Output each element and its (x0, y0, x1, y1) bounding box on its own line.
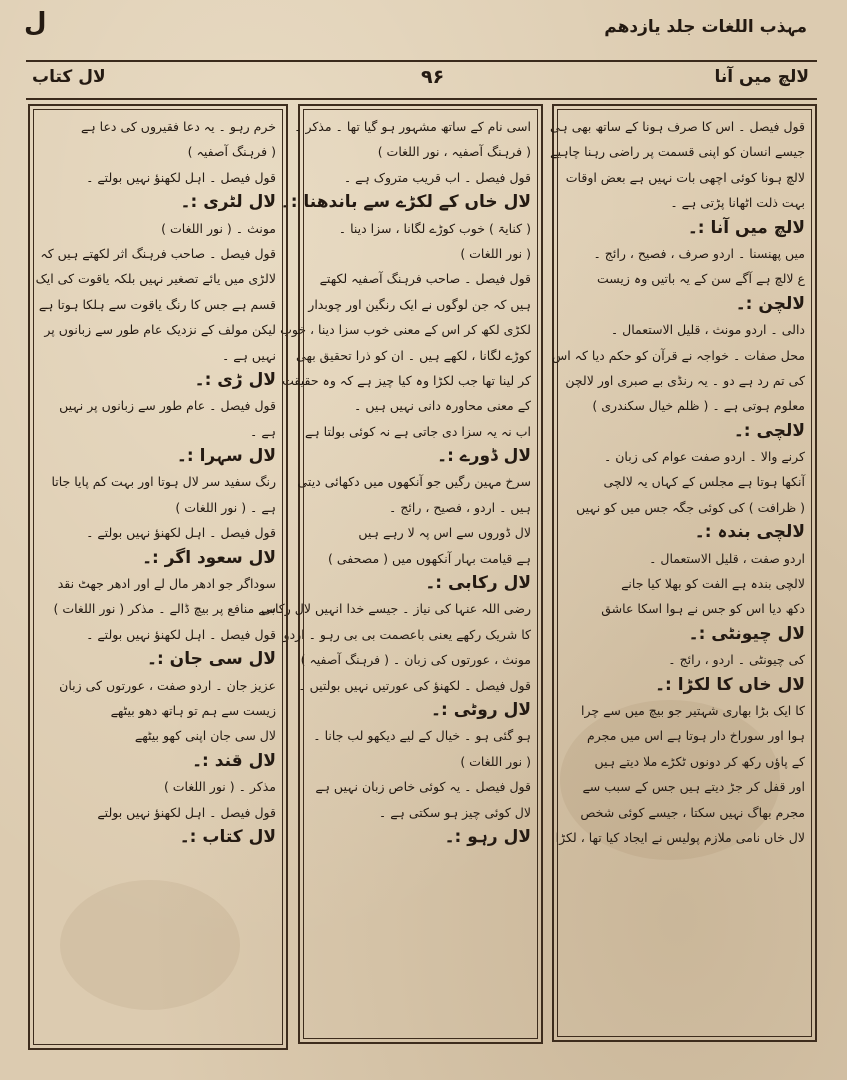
text-line: لال خاں نامی ملازم پولیس نے ایجاد کیا تھا ، لکڑا (555, 829, 805, 845)
text-line: لالچ ہونا کوئی اچھی بات نہیں ہے بعض اوقات (565, 169, 805, 185)
text-line: دالی ۔ اردو مونث ، قلیل الاستعمال ۔ (610, 322, 805, 338)
text-line: سے منافع پر بیچ ڈالے ۔ مذکر ( نور اللغات ) (53, 601, 276, 617)
text-line: میں پھنسنا ۔ اردو صرف ، فصیح ، رائج ۔ (593, 245, 805, 261)
text-column-middle (261, 104, 543, 1044)
text-line: قول فیصل ۔ صاحب فرہنگ آصفیہ لکھتے (319, 271, 531, 287)
text-line: قول فیصل ۔ یہ کوئی خاص زبان نہیں ہے (315, 779, 531, 795)
text-line: اسی نام کے ساتھ مشہور ہو گیا تھا ۔ مذکر ۔ (294, 119, 531, 134)
text-line: ہو گئی ہو ۔ خیال کے لیے دیکھو لب جانا ۔ (313, 728, 531, 744)
dictionary-headword: لالچ میں آنا :۔ (687, 217, 805, 238)
text-line: قول فیصل ۔ اب قریب متروک ہے ۔ (343, 169, 531, 185)
text-line: کے معنی محاورہ دانی نہیں ہیں ۔ (354, 398, 531, 414)
text-column-right (552, 104, 817, 1042)
text-column-left (28, 104, 288, 1050)
text-line: کا شریک رکھے یعنی باعصمت بی بی رہو ۔ اردو (283, 626, 531, 642)
dictionary-headword: لال سہرا :۔ (176, 446, 276, 467)
text-line: دکھ دیا اس کو جس نے ہوا اسکا عاشق (601, 601, 805, 617)
text-line: لال ڈوروں سے اس پہ لا رہے ہیں (358, 525, 531, 541)
text-line: ( نور اللغات ) (460, 753, 531, 769)
text-line: ( فرہنگ آصفیہ ) (187, 144, 276, 160)
text-line: کر لینا تھا جب لکڑا وہ کیا چیز ہے کہ وہ حقیقت (282, 372, 531, 388)
text-line: ہیں کہ جن لوگوں نے ایک رنگین اور چوبدار (308, 296, 531, 312)
running-head-last-entry: لال کتاب (32, 67, 106, 87)
dictionary-headword: لال قند :۔ (192, 750, 276, 771)
text-line: کا ایک بڑا بھاری شہتیر جو بیچ میں سے چرا (581, 702, 805, 718)
text-line: قول فیصل ۔ اس کا صرف ہونا کے ساتھ بھی ہی (550, 119, 805, 134)
text-line: ہے ۔ (250, 423, 276, 439)
text-line: لالچی بندہ ہے الفت کو بھلا کیا جانے (621, 576, 805, 592)
text-line: قول فیصل ۔ لکھنؤ کی عورتیں نہیں بولتیں ۔ (298, 677, 531, 693)
dictionary-headword: لال سی جان :۔ (147, 649, 276, 670)
text-line: مذکر ۔ ( نور اللغات ) (163, 779, 276, 795)
section-letter: ل (24, 8, 47, 38)
text-line: خرم رہو ۔ یہ دعا فقیروں کی دعا ہے (81, 119, 276, 134)
text-line: سرخ مہین رگیں جو آنکھوں میں دکھائی دیتی (297, 474, 531, 490)
text-line: مونث ، عورتوں کی زبان ۔ ( فرہنگ آصفیہ ) (300, 652, 531, 668)
text-line: زیست سے ہم تو ہاتھ دھو بیٹھے (110, 702, 276, 718)
text-line: کی چیونٹی ۔ اردو ، رائج ۔ (668, 652, 805, 668)
text-line: جیسے انسان کو اپنی قسمت پر راضی رہنا چاہیے (550, 144, 805, 160)
text-line: ( ظرافت ) کی کوئی جگہ جس میں کو نہیں (576, 499, 805, 515)
text-line: رضی اللہ عنہا کی نیاز ۔ جیسے خدا انہیں لال رکابی (261, 601, 531, 617)
text-line: معلوم ہوتی ہے ۔ ( ظلم خیال سکندری ) (592, 398, 805, 414)
text-line: اردو صفت ، قلیل الاستعمال ۔ (649, 550, 805, 566)
text-line: قول فیصل ۔ عام طور سے زبانوں پر نہیں (59, 398, 276, 414)
text-line: مجرم بھاگ نہیں سکتا ، جیسے کوئی شخص (580, 804, 805, 820)
text-line: ( کنایۃ ) خوب کوڑے لگانا ، سزا دینا ۔ (338, 220, 531, 236)
dictionary-headword: لالچی :۔ (733, 420, 805, 441)
dictionary-headword: لال روٹی :۔ (431, 699, 531, 720)
text-line: بہت ذلت اٹھانا پڑتی ہے ۔ (670, 195, 805, 211)
text-line: قسم ہے جس کا رنگ یاقوت سے ہلکا ہوتا ہے (38, 296, 276, 312)
text-line: لال سی جان اپنی کھو بیٹھے (134, 728, 276, 744)
text-line: آنکھا ہوتا ہے مجلس کے کہاں یہ لالچی (603, 474, 805, 490)
text-line: کی تم رد ہے دو ۔ یہ رنڈی بے صبری اور لالچن (565, 372, 805, 388)
text-line: سوداگر جو ادھر مال لے اور ادھر جھٹ نقد (57, 576, 276, 592)
dictionary-headword: لال کتاب :۔ (179, 826, 276, 847)
text-line: محل صفات ۔ خواجہ نے قرآن کو حکم دیا کہ اس (551, 347, 805, 363)
dictionary-headword: لال خاں کے لکڑے سے باندھنا :۔ (280, 192, 531, 213)
text-line: ہے قیامت بہار آنکھوں میں ( مصحفی ) (328, 550, 531, 566)
running-head-first-entry: لالچ میں آنا (714, 67, 809, 87)
text-line: لال کوئی چیز ہو سکتی ہے ۔ (378, 804, 531, 820)
text-line: ( فرہنگ آصفیہ ، نور اللغات ) (377, 144, 531, 160)
dictionary-headword: لال رکابی :۔ (425, 573, 531, 594)
dictionary-headword: لال رہو :۔ (444, 826, 531, 847)
text-line: قول فیصل ۔ اہل لکھنؤ نہیں بولتے ۔ (86, 169, 276, 185)
text-line: مونث ۔ ( نور اللغات ) (161, 220, 276, 236)
text-line: قول فیصل ۔ اہل لکھنؤ نہیں بولتے (97, 804, 276, 820)
text-line: اور قفل کر جڑ دیتے ہیں جس کے سبب سے (582, 779, 805, 795)
dictionary-headword: لالچن :۔ (735, 293, 805, 314)
text-line: قول فیصل ۔ اہل لکھنؤ نہیں بولتے ۔ (86, 626, 276, 642)
book-title: مہذب اللغات جلد یازدھم (604, 17, 807, 37)
dictionary-headword: لال خاں کا لکڑا :۔ (655, 674, 805, 695)
dictionary-headword: لال چیونٹی :۔ (688, 623, 805, 644)
dictionary-headword: لال ڑی :۔ (194, 369, 276, 390)
text-line: کرنے والا ۔ اردو صفت عوام کی زبان ۔ (603, 449, 805, 465)
text-line: ہے ۔ ( نور اللغات ) (175, 499, 276, 515)
text-line: اب نہ یہ سزا دی جاتی ہے نہ کوئی بولتا ہے (305, 423, 531, 439)
dictionary-headword: لال سعود اگر :۔ (142, 547, 276, 568)
text-line: کے پاؤں رکھ کر دونوں ٹکڑے ملا دیتے ہیں (594, 753, 805, 769)
running-header (26, 60, 817, 100)
text-line: ع لالچ ہے آگے سن کے یہ باتیں وہ زیست (596, 271, 805, 287)
dictionary-headword: لال ڈورے :۔ (437, 446, 531, 467)
text-line: نہیں ہے ۔ (221, 347, 276, 363)
text-line: ہیں ۔ اردو ، فصیح ، رائج ۔ (389, 499, 531, 515)
dictionary-headword: لال لٹری :۔ (180, 192, 276, 213)
text-line: قول فیصل ۔ اہل لکھنؤ نہیں بولتے ۔ (86, 525, 276, 541)
text-line: ( نور اللغات ) (460, 245, 531, 261)
page-number: ۹۶ (421, 66, 445, 88)
text-line: رنگ سفید سر لال ہوتا اور بہت کم پایا جاتا (51, 474, 276, 490)
text-line: عزیز جان ۔ اردو صفت ، عورتوں کی زبان (59, 677, 276, 693)
text-line: کوڑے لگانا ، لکھے ہیں ۔ ان کو ذرا تحقیق بھی (296, 347, 531, 363)
text-line: ہوا اور سوراخ دار ہوتا ہے اس میں مجرم (586, 728, 805, 744)
dictionary-headword: لالچی بندہ :۔ (694, 522, 805, 543)
text-line: لکڑی لکھ کر اس کے معنی خوب سزا دینا ، خوب (280, 322, 531, 338)
text-line: لالڑی میں یائے تصغیر نہیں بلکہ یاقوت کی ایک (35, 271, 276, 287)
text-line: قول فیصل ۔ صاحب فرہنگ اثر لکھتے ہیں کہ (40, 245, 276, 261)
text-line: لیکن مولف کے نزدیک عام طور سے زبانوں پر (44, 322, 276, 338)
